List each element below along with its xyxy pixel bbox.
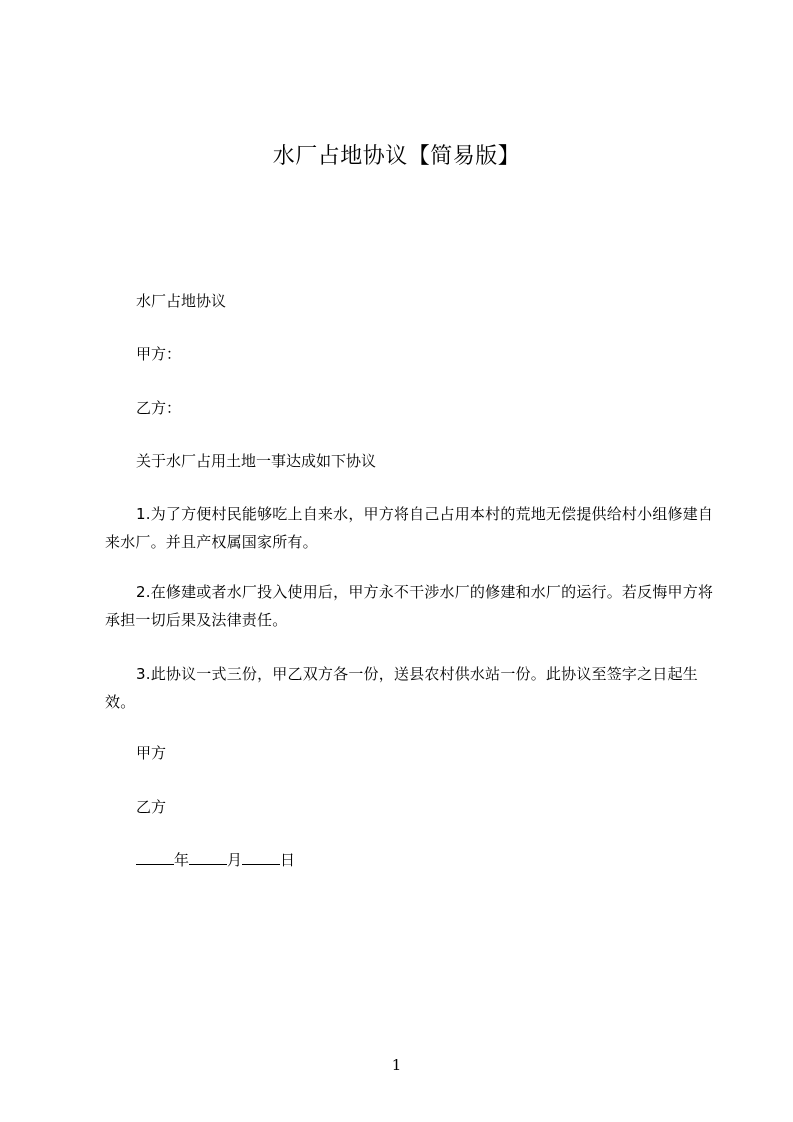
signature-party-a: 甲方 xyxy=(136,744,167,762)
agreement-heading: 水厂占地协议 xyxy=(136,292,227,310)
agreement-intro: 关于水厂占用土地一事达成如下协议 xyxy=(136,452,377,470)
month-blank xyxy=(189,848,227,865)
clause-1: 1.为了方便村民能够吃上自来水，甲方将自己占用本村的荒地无偿提供给村小组修建自来水厂。并且产权属国家所有。 xyxy=(105,505,714,551)
day-label: 日 xyxy=(280,851,296,869)
signature-party-b: 乙方 xyxy=(136,798,167,816)
year-blank xyxy=(136,848,174,865)
month-label: 月 xyxy=(227,851,243,869)
day-blank xyxy=(242,848,280,865)
party-b-label: 乙方： xyxy=(136,399,182,417)
page-title: 水厂占地协议【简易版】 xyxy=(272,144,521,169)
party-a-label: 甲方： xyxy=(136,345,182,363)
page-number: 1 xyxy=(391,1056,402,1074)
date-line xyxy=(105,846,715,874)
year-label: 年 xyxy=(174,851,190,869)
clause-2: 2.在修建或者水厂投入使用后，甲方永不干涉水厂的修建和水厂的运行。若反悔甲方将承担一切后果及法律责任。 xyxy=(105,583,714,629)
clause-3: 3.此协议一式三份，甲乙双方各一份，送县农村供水站一份。此协议至签字之日起生效。 xyxy=(105,665,698,711)
